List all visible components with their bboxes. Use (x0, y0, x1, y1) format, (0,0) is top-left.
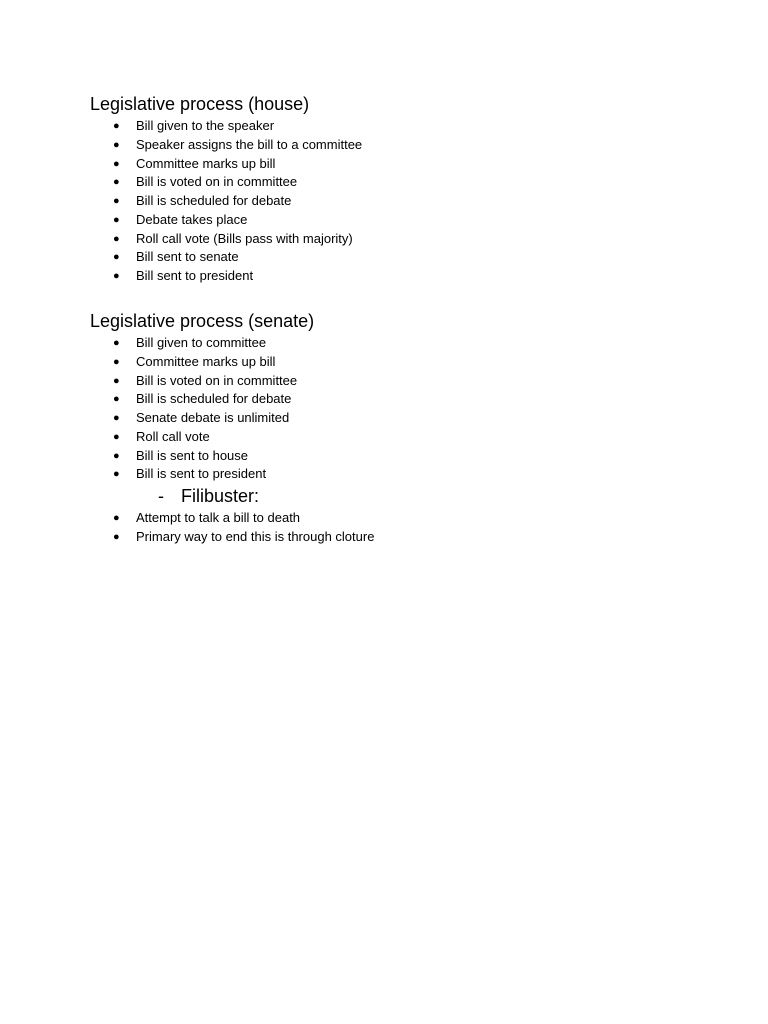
list-item-text: Attempt to talk a bill to death (136, 510, 301, 525)
bullet-icon: ● (113, 430, 120, 443)
bullet-icon: ● (113, 512, 120, 524)
list-item-text: Bill sent to president (136, 268, 254, 283)
bullet-icon: ● (113, 138, 120, 151)
bullet-icon: ● (113, 530, 120, 543)
list-item-text: Bill given to committee (136, 335, 267, 350)
list-item-text: Bill is voted on in committee (136, 372, 298, 388)
house-heading: Legislative process (house) (90, 94, 310, 114)
list-item-text: Roll call vote (Bills pass with majority) (136, 230, 353, 246)
bullet-icon: ● (113, 195, 120, 207)
list-item-text: Bill is voted on in committee (136, 174, 298, 190)
bullet-icon: ● (113, 337, 120, 349)
bullet-icon: ● (113, 176, 120, 189)
bullet-icon: ● (113, 449, 120, 462)
list-item-text: Bill given to the speaker (136, 118, 275, 133)
list-item-text: Primary way to end this is through cloture (136, 528, 375, 544)
list-item-text: Bill is scheduled for debate (136, 193, 292, 208)
bullet-icon: ● (113, 213, 120, 226)
senate-heading: Legislative process (senate) (90, 311, 315, 331)
bullet-icon: ● (113, 251, 120, 264)
bullet-icon: ● (113, 157, 120, 170)
list-item-text: Bill is scheduled for debate (136, 391, 292, 407)
list-item-text: Roll call vote (136, 428, 210, 444)
list-item-text: Bill is sent to house (136, 447, 249, 463)
list-item-text: Committee marks up bill (136, 155, 276, 171)
bullet-icon: ● (113, 270, 120, 282)
bullet-icon: ● (113, 232, 120, 245)
list-item-text: Debate takes place (136, 211, 248, 227)
list-item-text: Speaker assigns the bill to a committee (136, 136, 363, 152)
list-item-text: Bill is sent to president (136, 466, 267, 482)
bullet-icon: ● (113, 120, 120, 132)
list-item-text: Committee marks up bill (136, 353, 276, 369)
bullet-icon: ● (113, 393, 120, 406)
bullet-icon: ● (113, 468, 120, 481)
bullet-icon: ● (113, 374, 120, 387)
bullet-icon: ● (113, 355, 120, 368)
dash-icon: - (158, 486, 164, 506)
list-item-text: Bill sent to senate (136, 249, 239, 265)
filibuster-label: Filibuster: (181, 486, 260, 506)
list-item-text: Senate debate is unlimited (136, 410, 290, 425)
bullet-icon: ● (113, 412, 120, 424)
